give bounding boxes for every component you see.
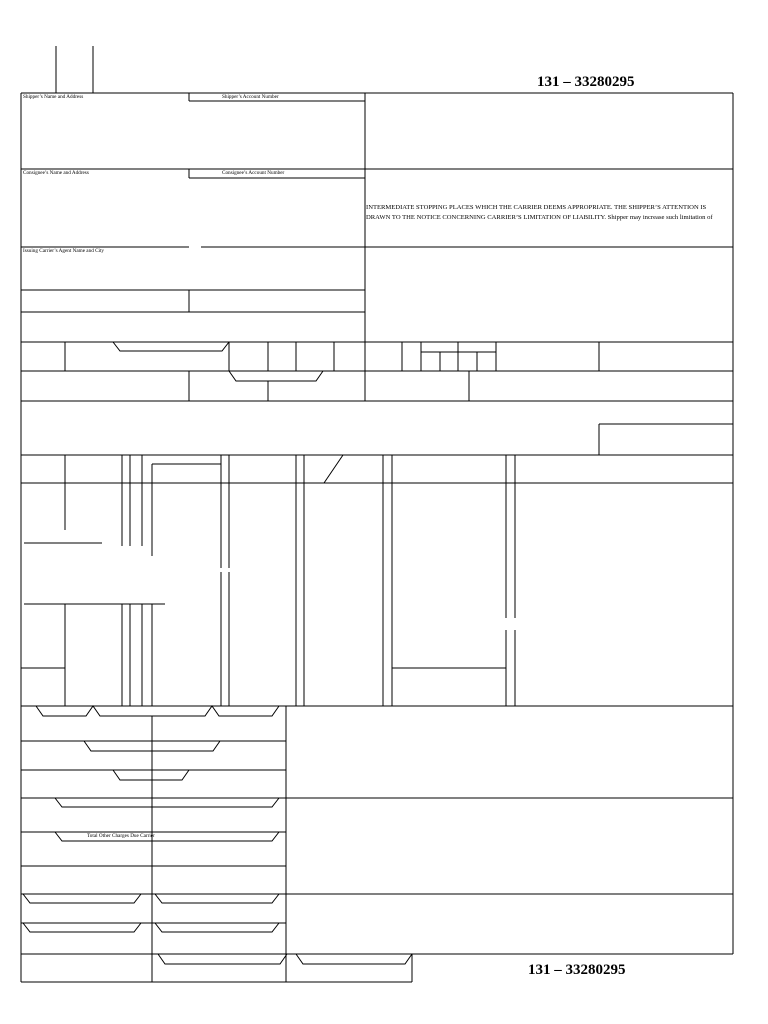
shipper-account-number-label: Shipper’s Account Number (222, 94, 279, 100)
issuing-carrier-agent-label: Issuing Carrier’s Agent Name and City (23, 248, 105, 254)
total-other-charges-carrier-label: Total Other Charges Due Carrier (87, 833, 155, 839)
liability-notice-line-2: DRAWN TO THE NOTICE CONCERNING CARRIER’S LIMITATION OF LIABILITY. Shipper may increase such limitation of (366, 213, 713, 221)
grid-lines (21, 46, 733, 982)
liability-notice-line-1: INTERMEDIATE STOPPING PLACES WHICH THE CARRIER DEEMS APPROPRIATE. THE SHIPPER’S ATTENTION IS (366, 204, 707, 211)
liability-notice (366, 203, 713, 222)
awb-number-top: 131 – 33280295 (537, 74, 635, 90)
shipper-name-address-label: Shipper’s Name and Address (23, 94, 84, 100)
consignee-name-address-label: Consignee’s Name and Address (23, 170, 89, 176)
awb-number-bottom: 131 – 33280295 (528, 962, 626, 978)
consignee-account-number-label: Consignee’s Account Number (222, 170, 285, 176)
